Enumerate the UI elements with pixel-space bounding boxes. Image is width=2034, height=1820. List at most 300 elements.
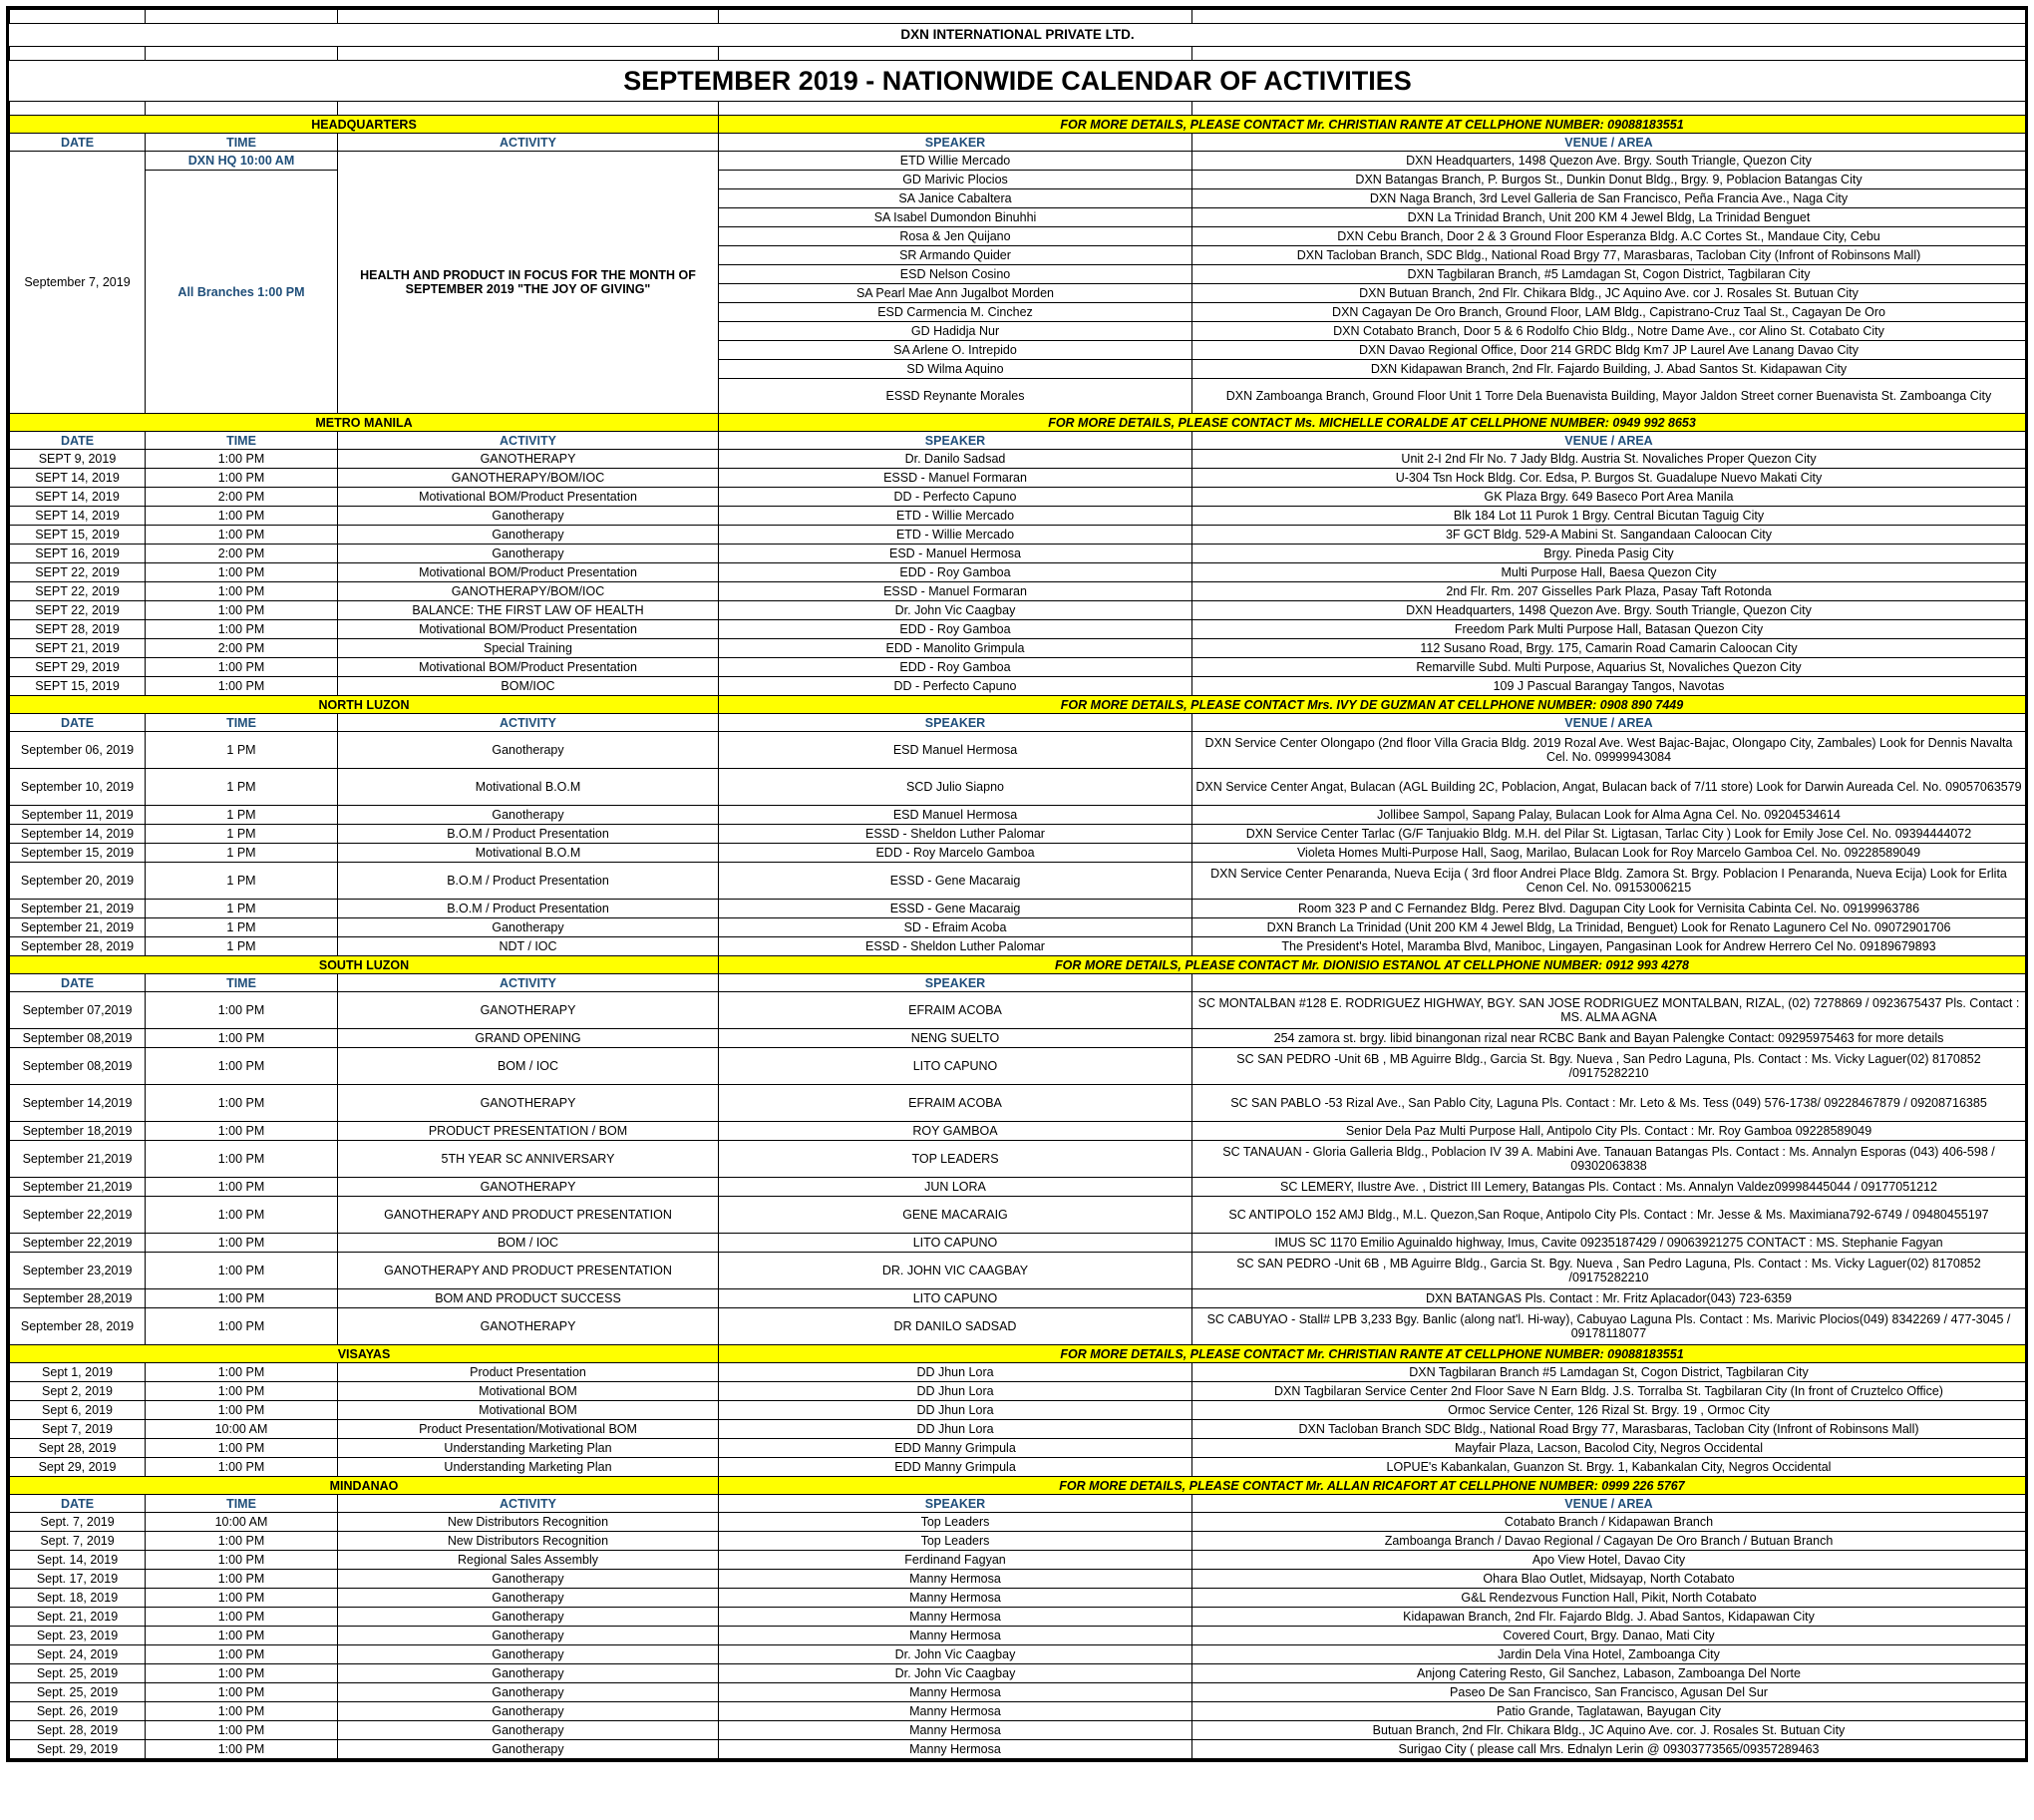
column-header-speaker: SPEAKER	[719, 432, 1192, 450]
section-contact: FOR MORE DETAILS, PLEASE CONTACT Mr. DIONISIO ESTANOL AT CELLPHONE NUMBER: 0912 993 4278	[719, 956, 2026, 974]
activity-cell: Ganotherapy	[338, 1589, 719, 1608]
venue-cell: Zamboanga Branch / Davao Regional / Cagayan De Oro Branch / Butuan Branch	[1192, 1532, 2026, 1551]
column-header-speaker: SPEAKER	[719, 1495, 1192, 1513]
column-header-time: TIME	[146, 714, 338, 732]
activity-cell: BOM AND PRODUCT SUCCESS	[338, 1289, 719, 1308]
activity-cell: GANOTHERAPY	[338, 450, 719, 469]
speaker-cell: Dr. John Vic Caagbay	[719, 1664, 1192, 1683]
speaker-cell: SR Armando Quider	[719, 246, 1192, 265]
speaker-cell: SA Isabel Dumondon Binuhhi	[719, 208, 1192, 227]
column-header-date: DATE	[10, 134, 146, 152]
table-row	[10, 1141, 2026, 1178]
section-header-north_luzon	[10, 696, 2026, 714]
date-cell: September 22,2019	[10, 1234, 146, 1253]
date-cell: September 21,2019	[10, 1178, 146, 1197]
activity-cell: Product Presentation	[338, 1363, 719, 1382]
time-cell: 1:00 PM	[146, 1458, 338, 1477]
date-cell: Sept. 14, 2019	[10, 1551, 146, 1570]
table-row	[10, 918, 2026, 937]
speaker-cell: Manny Hermosa	[719, 1627, 1192, 1645]
blank-row	[10, 10, 2026, 24]
table-row	[10, 658, 2026, 677]
time-cell: 1:00 PM	[146, 450, 338, 469]
speaker-cell: LITO CAPUNO	[719, 1048, 1192, 1085]
time-cell: 1:00 PM	[146, 1197, 338, 1234]
activity-cell: Ganotherapy	[338, 1570, 719, 1589]
table-row	[10, 825, 2026, 844]
speaker-cell: EFRAIM ACOBA	[719, 992, 1192, 1029]
speaker-cell: ETD - Willie Mercado	[719, 526, 1192, 545]
venue-cell: DXN Butuan Branch, 2nd Flr. Chikara Bldg., JC Aquino Ave. cor J. Rosales St. Butuan City	[1192, 284, 2026, 303]
venue-cell: Surigao City ( please call Mrs. Ednalyn Lerin @ 09303773565/09357289463	[1192, 1740, 2026, 1759]
table-row	[10, 1085, 2026, 1122]
company-name: DXN INTERNATIONAL PRIVATE LTD.	[10, 24, 2026, 47]
speaker-cell: ESD - Manuel Hermosa	[719, 545, 1192, 563]
section-header-headquarters	[10, 116, 2026, 134]
section-name: METRO MANILA	[10, 414, 719, 432]
speaker-cell: ESSD - Gene Macaraig	[719, 900, 1192, 918]
table-row	[10, 1589, 2026, 1608]
venue-cell: SC SAN PEDRO -Unit 6B , MB Aguirre Bldg., Garcia St. Bgy. Nueva , San Pedro Laguna, Pls. Contact : Ms. Vicky Laguer(02) 8170852 /09175282210	[1192, 1048, 2026, 1085]
speaker-cell: ESSD - Sheldon Luther Palomar	[719, 937, 1192, 956]
date-cell: Sept. 25, 2019	[10, 1683, 146, 1702]
venue-cell: Covered Court, Brgy. Danao, Mati City	[1192, 1627, 2026, 1645]
speaker-cell: ESSD - Manuel Formaran	[719, 469, 1192, 488]
table-row	[10, 1122, 2026, 1141]
column-header-row	[10, 1495, 2026, 1513]
table-row	[10, 844, 2026, 863]
venue-cell: Cotabato Branch / Kidapawan Branch	[1192, 1513, 2026, 1532]
speaker-cell: SD - Efraim Acoba	[719, 918, 1192, 937]
venue-cell: Patio Grande, Taglatawan, Bayugan City	[1192, 1702, 2026, 1721]
date-cell: Sept 1, 2019	[10, 1363, 146, 1382]
table-row	[10, 1420, 2026, 1439]
table-row	[10, 1683, 2026, 1702]
time-cell: 1:00 PM	[146, 1683, 338, 1702]
table-row	[10, 1197, 2026, 1234]
speaker-cell: LITO CAPUNO	[719, 1289, 1192, 1308]
speaker-cell: SA Janice Cabaltera	[719, 189, 1192, 208]
speaker-cell: DD - Perfecto Capuno	[719, 677, 1192, 696]
venue-cell: DXN BATANGAS Pls. Contact : Mr. Fritz Aplacador(043) 723-6359	[1192, 1289, 2026, 1308]
table-row	[10, 1551, 2026, 1570]
venue-cell: DXN Kidapawan Branch, 2nd Flr. Fajardo Building, J. Abad Santos St. Kidapawan City	[1192, 360, 2026, 379]
venue-cell: DXN Headquarters, 1498 Quezon Ave. Brgy. South Triangle, Quezon City	[1192, 152, 2026, 171]
speaker-cell: EFRAIM ACOBA	[719, 1085, 1192, 1122]
column-header-date: DATE	[10, 714, 146, 732]
time-cell: 1:00 PM	[146, 1570, 338, 1589]
column-header-venue: VENUE / AREA	[1192, 432, 2026, 450]
date-cell: September 23,2019	[10, 1253, 146, 1289]
speaker-cell: GD Marivic Plocios	[719, 171, 1192, 189]
date-cell: Sept. 24, 2019	[10, 1645, 146, 1664]
time-cell: 1:00 PM	[146, 1401, 338, 1420]
activity-cell: Ganotherapy	[338, 1627, 719, 1645]
date-cell: Sept. 7, 2019	[10, 1513, 146, 1532]
date-cell: September 08,2019	[10, 1048, 146, 1085]
column-header-activity: ACTIVITY	[338, 1495, 719, 1513]
date-cell: September 11, 2019	[10, 806, 146, 825]
activity-cell: Ganotherapy	[338, 1702, 719, 1721]
column-header-venue: VENUE / AREA	[1192, 134, 2026, 152]
table-row	[10, 992, 2026, 1029]
time-cell: 1:00 PM	[146, 1664, 338, 1683]
date-cell: SEPT 9, 2019	[10, 450, 146, 469]
activity-cell: Ganotherapy	[338, 1683, 719, 1702]
venue-cell: SC TANAUAN - Gloria Galleria Bldg., Poblacion IV 39 A. Mabini Ave. Tanauan Batangas Pls. Contact : Ms. Annalyn Esporas (043) 406-598 / 09302063838	[1192, 1141, 2026, 1178]
speaker-cell: EDD Manny Grimpula	[719, 1458, 1192, 1477]
time-cell: 1:00 PM	[146, 1289, 338, 1308]
venue-cell: GK Plaza Brgy. 649 Baseco Port Area Manila	[1192, 488, 2026, 507]
time-cell: 2:00 PM	[146, 545, 338, 563]
date-cell: September 28, 2019	[10, 1308, 146, 1345]
date-cell: Sept. 23, 2019	[10, 1627, 146, 1645]
column-header-time: TIME	[146, 1495, 338, 1513]
date-cell: September 15, 2019	[10, 844, 146, 863]
speaker-cell: JUN LORA	[719, 1178, 1192, 1197]
table-row	[10, 677, 2026, 696]
speaker-cell: Dr. Danilo Sadsad	[719, 450, 1192, 469]
date-cell: SEPT 15, 2019	[10, 677, 146, 696]
speaker-cell: ESSD - Sheldon Luther Palomar	[719, 825, 1192, 844]
section-contact: FOR MORE DETAILS, PLEASE CONTACT Mr. CHRISTIAN RANTE AT CELLPHONE NUMBER: 09088183551	[719, 1345, 2026, 1363]
speaker-cell: LITO CAPUNO	[719, 1234, 1192, 1253]
section-contact: FOR MORE DETAILS, PLEASE CONTACT Mr. CHRISTIAN RANTE AT CELLPHONE NUMBER: 09088183551	[719, 116, 2026, 134]
date-cell: SEPT 22, 2019	[10, 582, 146, 601]
section-contact: FOR MORE DETAILS, PLEASE CONTACT Mr. ALLAN RICAFORT AT CELLPHONE NUMBER: 0999 226 5767	[719, 1477, 2026, 1495]
activity-cell: B.O.M / Product Presentation	[338, 900, 719, 918]
table-row	[10, 732, 2026, 769]
blank-row	[10, 102, 2026, 116]
venue-cell: 3F GCT Bldg. 529-A Mabini St. Sangandaan Caloocan City	[1192, 526, 2026, 545]
date-cell: Sept. 29, 2019	[10, 1740, 146, 1759]
speaker-cell: EDD - Roy Marcelo Gamboa	[719, 844, 1192, 863]
venue-cell: Ormoc Service Center, 126 Rizal St. Brgy. 19 , Ormoc City	[1192, 1401, 2026, 1420]
time-cell: 1:00 PM	[146, 469, 338, 488]
table-row	[10, 469, 2026, 488]
speaker-cell: DD Jhun Lora	[719, 1382, 1192, 1401]
date-cell: September 28, 2019	[10, 937, 146, 956]
table-row	[10, 526, 2026, 545]
venue-cell: Apo View Hotel, Davao City	[1192, 1551, 2026, 1570]
speaker-cell: EDD - Roy Gamboa	[719, 620, 1192, 639]
venue-cell: DXN Tagbilaran Branch #5 Lamdagan St, Cogon District, Tagbilaran City	[1192, 1363, 2026, 1382]
venue-cell: Jollibee Sampol, Sapang Palay, Bulacan Look for Alma Agna Cel. No. 09204534614	[1192, 806, 2026, 825]
date-cell: SEPT 28, 2019	[10, 620, 146, 639]
table-row	[10, 152, 2026, 171]
time-cell: 1:00 PM	[146, 1122, 338, 1141]
column-header-venue: VENUE / AREA	[1192, 1495, 2026, 1513]
venue-cell: DXN Branch La Trinidad (Unit 200 KM 4 Jewel Bldg, La Trinidad, Benguet) Look for Renato Lagunero Cel No. 09072901706	[1192, 918, 2026, 937]
venue-cell: G&L Rendezvous Function Hall, Pikit, North Cotabato	[1192, 1589, 2026, 1608]
section-header-visayas	[10, 1345, 2026, 1363]
activity-cell: New Distributors Recognition	[338, 1532, 719, 1551]
activity-cell: GANOTHERAPY/BOM/IOC	[338, 469, 719, 488]
venue-cell: 112 Susano Road, Brgy. 175, Camarin Road Camarin Caloocan City	[1192, 639, 2026, 658]
section-header-mindanao	[10, 1477, 2026, 1495]
venue-cell: Ohara Blao Outlet, Midsayap, North Cotabato	[1192, 1570, 2026, 1589]
time-cell: 1:00 PM	[146, 526, 338, 545]
activity-cell: Motivational BOM/Product Presentation	[338, 488, 719, 507]
speaker-cell: ESD Nelson Cosino	[719, 265, 1192, 284]
date-cell: SEPT 22, 2019	[10, 601, 146, 620]
activity-cell: Ganotherapy	[338, 1740, 719, 1759]
speaker-cell: SA Arlene O. Intrepido	[719, 341, 1192, 360]
date-cell: September 14,2019	[10, 1085, 146, 1122]
title-row	[10, 61, 2026, 102]
date-cell: Sept. 26, 2019	[10, 1702, 146, 1721]
section-name: VISAYAS	[10, 1345, 719, 1363]
activity-cell: GANOTHERAPY AND PRODUCT PRESENTATION	[338, 1253, 719, 1289]
time-cell: 1 PM	[146, 825, 338, 844]
venue-cell: DXN Cotabato Branch, Door 5 & 6 Rodolfo Chio Bldg., Notre Dame Ave., cor Alino St. Cotabato City	[1192, 322, 2026, 341]
date-cell: Sept 7, 2019	[10, 1420, 146, 1439]
speaker-cell: DD Jhun Lora	[719, 1420, 1192, 1439]
activity-cell: BOM / IOC	[338, 1234, 719, 1253]
activity-cell: New Distributors Recognition	[338, 1513, 719, 1532]
time-cell: 2:00 PM	[146, 639, 338, 658]
column-header-date: DATE	[10, 432, 146, 450]
venue-cell: Freedom Park Multi Purpose Hall, Batasan Quezon City	[1192, 620, 2026, 639]
speaker-cell: Dr. John Vic Caagbay	[719, 601, 1192, 620]
date-cell: September 22,2019	[10, 1197, 146, 1234]
time-cell: 10:00 AM	[146, 1513, 338, 1532]
venue-cell: Butuan Branch, 2nd Flr. Chikara Bldg., JC Aquino Ave. cor. J. Rosales St. Butuan City	[1192, 1721, 2026, 1740]
venue-cell: SC MONTALBAN #128 E. RODRIGUEZ HIGHWAY, BGY. SAN JOSE RODRIGUEZ MONTALBAN, RIZAL, (02) 7278869 / 0923675437 Pls. Contact : MS. ALMA AGNA	[1192, 992, 2026, 1029]
speaker-cell: ROY GAMBOA	[719, 1122, 1192, 1141]
date-cell: September 7, 2019	[10, 152, 146, 414]
speaker-cell: Manny Hermosa	[719, 1589, 1192, 1608]
venue-cell: 2nd Flr. Rm. 207 Gisselles Park Plaza, Pasay Taft Rotonda	[1192, 582, 2026, 601]
column-header-time: TIME	[146, 974, 338, 992]
venue-cell: Anjong Catering Resto, Gil Sanchez, Labason, Zamboanga Del Norte	[1192, 1664, 2026, 1683]
activity-cell: BALANCE: THE FIRST LAW OF HEALTH	[338, 601, 719, 620]
time-cell: 1 PM	[146, 806, 338, 825]
table-row	[10, 1458, 2026, 1477]
section-name: SOUTH LUZON	[10, 956, 719, 974]
time-cell: 1 PM	[146, 732, 338, 769]
table-row	[10, 488, 2026, 507]
time-cell: 1:00 PM	[146, 1645, 338, 1664]
activity-cell: Ganotherapy	[338, 545, 719, 563]
speaker-cell: TOP LEADERS	[719, 1141, 1192, 1178]
page-title: SEPTEMBER 2019 - NATIONWIDE CALENDAR OF ACTIVITIES	[10, 61, 2026, 102]
time-cell: 1:00 PM	[146, 1308, 338, 1345]
venue-cell: Jardin Dela Vina Hotel, Zamboanga City	[1192, 1645, 2026, 1664]
column-header-activity: ACTIVITY	[338, 974, 719, 992]
column-header-venue	[1192, 974, 2026, 992]
activity-cell: Ganotherapy	[338, 918, 719, 937]
activity-cell: Ganotherapy	[338, 526, 719, 545]
date-cell: SEPT 29, 2019	[10, 658, 146, 677]
activity-cell: Motivational BOM/Product Presentation	[338, 658, 719, 677]
activity-cell: Ganotherapy	[338, 1645, 719, 1664]
venue-cell: U-304 Tsn Hock Bldg. Cor. Edsa, P. Burgos St. Guadalupe Nuevo Makati City	[1192, 469, 2026, 488]
section-header-south_luzon	[10, 956, 2026, 974]
activity-cell: GANOTHERAPY	[338, 1178, 719, 1197]
table-row	[10, 601, 2026, 620]
activity-cell: Ganotherapy	[338, 1608, 719, 1627]
table-row	[10, 171, 2026, 189]
date-cell: Sept. 18, 2019	[10, 1589, 146, 1608]
activity-cell: Motivational BOM	[338, 1401, 719, 1420]
venue-cell: Mayfair Plaza, Lacson, Bacolod City, Negros Occidental	[1192, 1439, 2026, 1458]
time-cell: 1:00 PM	[146, 1029, 338, 1048]
date-cell: Sept. 28, 2019	[10, 1721, 146, 1740]
venue-cell: Room 323 P and C Fernandez Bldg. Perez Blvd. Dagupan City Look for Vernisita Cabinta Cel. No. 09199963786	[1192, 900, 2026, 918]
activity-cell: HEALTH AND PRODUCT IN FOCUS FOR THE MONTH OF SEPTEMBER 2019 "THE JOY OF GIVING"	[338, 152, 719, 414]
column-header-row	[10, 134, 2026, 152]
venue-cell: DXN Zamboanga Branch, Ground Floor Unit 1 Torre Dela Buenavista Building, Mayor Jaldon Street corner Buenavista St. Zamboanga City	[1192, 379, 2026, 414]
speaker-cell: Manny Hermosa	[719, 1570, 1192, 1589]
date-cell: Sept 29, 2019	[10, 1458, 146, 1477]
column-header-row	[10, 432, 2026, 450]
time-cell: 1:00 PM	[146, 1141, 338, 1178]
table-row	[10, 1721, 2026, 1740]
date-cell: SEPT 21, 2019	[10, 639, 146, 658]
speaker-cell: ESSD Reynante Morales	[719, 379, 1192, 414]
date-cell: SEPT 15, 2019	[10, 526, 146, 545]
date-cell: September 18,2019	[10, 1122, 146, 1141]
speaker-cell: Top Leaders	[719, 1532, 1192, 1551]
speaker-cell: GENE MACARAIG	[719, 1197, 1192, 1234]
activity-cell: GANOTHERAPY/BOM/IOC	[338, 582, 719, 601]
time-cell: 1:00 PM	[146, 620, 338, 639]
table-row	[10, 1029, 2026, 1048]
column-header-speaker: SPEAKER	[719, 974, 1192, 992]
speaker-cell: ESSD - Gene Macaraig	[719, 863, 1192, 900]
activity-cell: Regional Sales Assembly	[338, 1551, 719, 1570]
speaker-cell: ESD Manuel Hermosa	[719, 806, 1192, 825]
activity-cell: GRAND OPENING	[338, 1029, 719, 1048]
venue-cell: DXN Cagayan De Oro Branch, Ground Floor, LAM Bldg., Capistrano-Cruz Taal St., Cagayan De Oro	[1192, 303, 2026, 322]
venue-cell: Multi Purpose Hall, Baesa Quezon City	[1192, 563, 2026, 582]
venue-cell: Remarville Subd. Multi Purpose, Aquarius St, Novaliches Quezon City	[1192, 658, 2026, 677]
time-cell: 1:00 PM	[146, 1589, 338, 1608]
time-cell: 1 PM	[146, 769, 338, 806]
table-row	[10, 1253, 2026, 1289]
speaker-cell: Dr. John Vic Caagbay	[719, 1645, 1192, 1664]
venue-cell: DXN Naga Branch, 3rd Level Galleria de San Francisco, Peña Francia Ave., Naga City	[1192, 189, 2026, 208]
speaker-cell: EDD - Roy Gamboa	[719, 658, 1192, 677]
section-name: NORTH LUZON	[10, 696, 719, 714]
time-cell: 1:00 PM	[146, 1721, 338, 1740]
activity-cell: NDT / IOC	[338, 937, 719, 956]
table-row	[10, 450, 2026, 469]
table-row	[10, 1702, 2026, 1721]
activity-cell: Ganotherapy	[338, 1664, 719, 1683]
venue-cell: SC ANTIPOLO 152 AMJ Bldg., M.L. Quezon,San Roque, Antipolo City Pls. Contact : Mr. Jesse & Ms. Maximiana792-6749 / 09480455197	[1192, 1197, 2026, 1234]
time-cell: 1:00 PM	[146, 582, 338, 601]
speaker-cell: ETD - Willie Mercado	[719, 507, 1192, 526]
date-cell: SEPT 14, 2019	[10, 469, 146, 488]
date-cell: September 21, 2019	[10, 900, 146, 918]
table-row	[10, 1308, 2026, 1345]
column-header-row	[10, 714, 2026, 732]
time-cell: 1:00 PM	[146, 507, 338, 526]
date-cell: September 20, 2019	[10, 863, 146, 900]
time-cell: 1 PM	[146, 844, 338, 863]
table-row	[10, 1740, 2026, 1759]
activity-cell: Ganotherapy	[338, 806, 719, 825]
section-name: MINDANAO	[10, 1477, 719, 1495]
time-cell: 1:00 PM	[146, 1608, 338, 1627]
column-header-speaker: SPEAKER	[719, 714, 1192, 732]
activity-cell: Ganotherapy	[338, 1721, 719, 1740]
section-contact: FOR MORE DETAILS, PLEASE CONTACT Mrs. IVY DE GUZMAN AT CELLPHONE NUMBER: 0908 890 7449	[719, 696, 2026, 714]
time-cell: 1:00 PM	[146, 1532, 338, 1551]
venue-cell: SC CABUYAO - Stall# LPB 3,233 Bgy. Banlic (along nat'l. Hi-way), Cabuyao Laguna Pls. Contact : Ms. Marivic Plocios(049) 8342269 / 477-3045 / 09178118077	[1192, 1308, 2026, 1345]
column-header-speaker: SPEAKER	[719, 134, 1192, 152]
time-cell: 1:00 PM	[146, 1439, 338, 1458]
table-row	[10, 1570, 2026, 1589]
time-cell: 1 PM	[146, 900, 338, 918]
time-cell: 1 PM	[146, 937, 338, 956]
venue-cell: Paseo De San Francisco, San Francisco, Agusan Del Sur	[1192, 1683, 2026, 1702]
date-cell: SEPT 16, 2019	[10, 545, 146, 563]
activity-cell: Ganotherapy	[338, 507, 719, 526]
date-cell: Sept. 21, 2019	[10, 1608, 146, 1627]
time-cell: 1:00 PM	[146, 601, 338, 620]
activity-cell: GANOTHERAPY AND PRODUCT PRESENTATION	[338, 1197, 719, 1234]
column-header-time: TIME	[146, 432, 338, 450]
venue-cell: Brgy. Pineda Pasig City	[1192, 545, 2026, 563]
calendar-sheet	[6, 6, 2028, 1762]
table-row	[10, 1363, 2026, 1382]
venue-cell: DXN Tagbilaran Branch, #5 Lamdagan St, Cogon District, Tagbilaran City	[1192, 265, 2026, 284]
table-row	[10, 1401, 2026, 1420]
venue-cell: The President's Hotel, Maramba Blvd, Maniboc, Lingayen, Pangasinan Look for Andrew Herrero Cel No. 09189679893	[1192, 937, 2026, 956]
activity-cell: B.O.M / Product Presentation	[338, 825, 719, 844]
activity-cell: Motivational B.O.M	[338, 844, 719, 863]
table-row	[10, 1289, 2026, 1308]
column-header-row	[10, 974, 2026, 992]
venue-cell: Unit 2-I 2nd Flr No. 7 Jady Bldg. Austria St. Novaliches Proper Quezon City	[1192, 450, 2026, 469]
column-header-activity: ACTIVITY	[338, 714, 719, 732]
time-cell: All Branches 1:00 PM	[146, 171, 338, 414]
venue-cell: SC SAN PABLO -53 Rizal Ave., San Pablo City, Laguna Pls. Contact : Mr. Leto & Ms. Tess (049) 576-1738/ 09228467879 / 09208716385	[1192, 1085, 2026, 1122]
table-row	[10, 639, 2026, 658]
activity-cell: PRODUCT PRESENTATION / BOM	[338, 1122, 719, 1141]
venue-cell: DXN La Trinidad Branch, Unit 200 KM 4 Jewel Bldg, La Trinidad Benguet	[1192, 208, 2026, 227]
date-cell: Sept. 7, 2019	[10, 1532, 146, 1551]
venue-cell: DXN Batangas Branch, P. Burgos St., Dunkin Donut Bldg., Brgy. 9, Poblacion Batangas City	[1192, 171, 2026, 189]
time-cell: 1 PM	[146, 863, 338, 900]
table-row	[10, 1234, 2026, 1253]
date-cell: Sept 6, 2019	[10, 1401, 146, 1420]
speaker-cell: Top Leaders	[719, 1513, 1192, 1532]
venue-cell: DXN Davao Regional Office, Door 214 GRDC Bldg Km7 JP Laurel Ave Lanang Davao City	[1192, 341, 2026, 360]
date-cell: Sept 2, 2019	[10, 1382, 146, 1401]
column-header-date: DATE	[10, 974, 146, 992]
venue-cell: 109 J Pascual Barangay Tangos, Navotas	[1192, 677, 2026, 696]
table-row	[10, 1048, 2026, 1085]
table-row	[10, 1513, 2026, 1532]
table-row	[10, 545, 2026, 563]
activity-cell: Motivational BOM/Product Presentation	[338, 563, 719, 582]
time-cell: 1:00 PM	[146, 1048, 338, 1085]
activity-cell: Understanding Marketing Plan	[338, 1439, 719, 1458]
speaker-cell: DD Jhun Lora	[719, 1401, 1192, 1420]
table-row	[10, 1645, 2026, 1664]
time-cell: 1:00 PM	[146, 1363, 338, 1382]
time-cell: 1:00 PM	[146, 677, 338, 696]
time-cell: 1:00 PM	[146, 1740, 338, 1759]
date-cell: September 10, 2019	[10, 769, 146, 806]
activity-cell: Ganotherapy	[338, 732, 719, 769]
speaker-cell: ESD Manuel Hermosa	[719, 732, 1192, 769]
venue-cell: SC SAN PEDRO -Unit 6B , MB Aguirre Bldg., Garcia St. Bgy. Nueva , San Pedro Laguna, Pls. Contact : Ms. Vicky Laguer(02) 8170852 /09175282210	[1192, 1253, 2026, 1289]
